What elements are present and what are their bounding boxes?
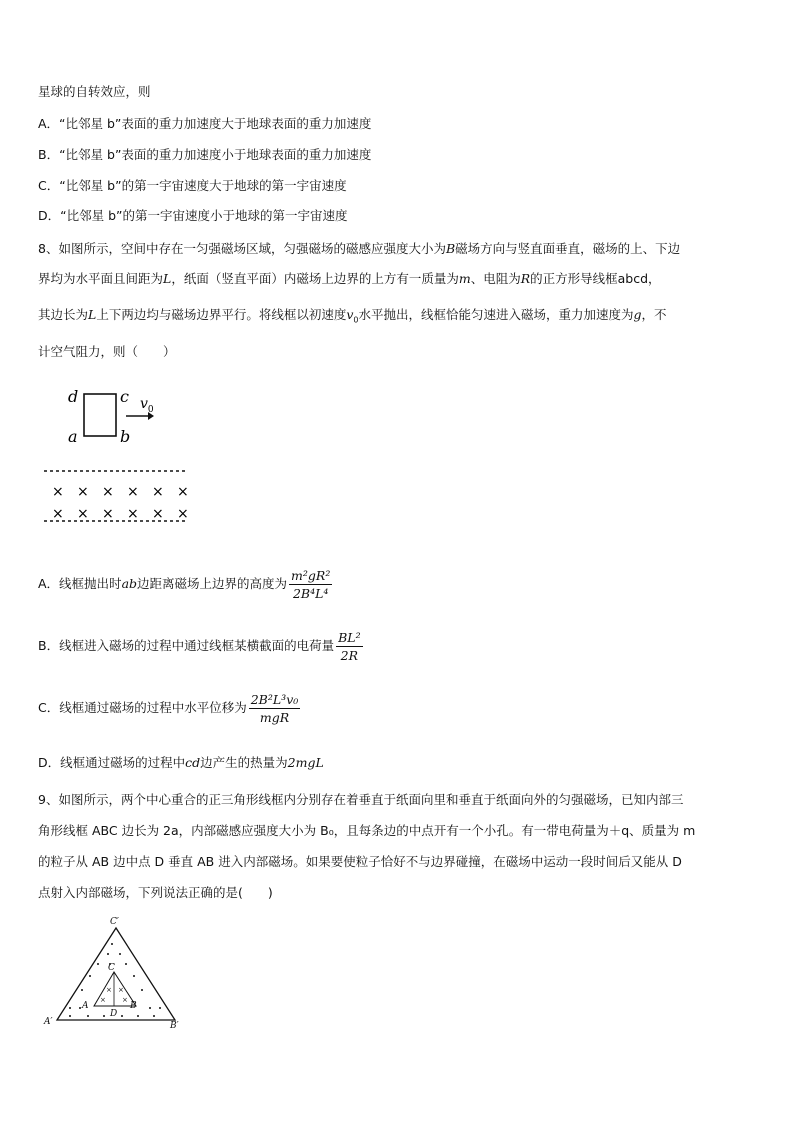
q8-figure-drawing bbox=[44, 380, 204, 530]
svg-text:×: × bbox=[118, 986, 124, 994]
q7-option-a: A．“比邻星 b”表面的重力加速度大于地球表面的重力加速度 bbox=[38, 116, 372, 131]
svg-text:×: × bbox=[122, 996, 128, 1004]
field-mark: × bbox=[102, 506, 114, 522]
q9-stem-line-1: 9、如图所示，两个中心重合的正三角形线框内分别存在着垂直于纸面向里和垂直于纸面向外的匀强磁场，已知内部三 bbox=[38, 792, 684, 807]
q9-figure bbox=[42, 912, 192, 1034]
q7-option-b: B．“比邻星 b”表面的重力加速度小于地球表面的重力加速度 bbox=[38, 147, 372, 162]
field-mark: × bbox=[77, 506, 89, 522]
q8-option-b: B．线框进入磁场的过程中通过线框某横截面的电荷量 $\frac{\text{BL²}}{2R}$ bbox=[38, 630, 361, 663]
wire-frame bbox=[84, 394, 116, 436]
svg-text:×: × bbox=[100, 996, 106, 1004]
q8-stem-line-3: 其边长为L上下两边均与磁场边界平行。将线框以初速度$v_0$水平抛出，线框恰能匀速进入磁场，重力加速度为g，不 bbox=[38, 307, 667, 325]
svg-text:×: × bbox=[106, 986, 112, 994]
label-d: d bbox=[68, 387, 79, 406]
label-d: D bbox=[110, 1009, 118, 1019]
field-mark: × bbox=[152, 484, 164, 500]
q9-stem-line-3: 的粒子从 AB 边中点 D 垂直 AB 进入内部磁场。如果要使粒子恰好不与边界碰撞，在磁场中运动一段时间后又能从 D bbox=[38, 854, 682, 869]
field-mark: × bbox=[127, 484, 139, 500]
fraction: $\frac{\text{BL²}}{2R}$ bbox=[338, 630, 361, 663]
q8-figure bbox=[44, 380, 204, 530]
label-c: c bbox=[120, 387, 129, 406]
velocity-label: $v_0$ bbox=[140, 396, 154, 415]
field-mark: × bbox=[152, 506, 164, 522]
q8-option-d: D．线框通过磁场的过程中cd边产生的热量为2mgL bbox=[38, 755, 324, 770]
label-a-prime: A′ bbox=[44, 1017, 53, 1027]
field-row-2 bbox=[52, 506, 189, 522]
q8-stem-line-4: 计空气阻力，则（ ） bbox=[38, 344, 176, 359]
q7-option-c: C．“比邻星 b”的第一宇宙速度大于地球的第一宇宙速度 bbox=[38, 178, 347, 193]
fraction: $\frac{\text{m²gR²}}{\text{2B⁴L⁴}}$ bbox=[291, 568, 331, 601]
q8-stem-line-1: 8、如图所示，空间中存在一匀强磁场区域，匀强磁场的磁感应强度大小为B磁场方向与竖直面垂直，磁场的上、下边 bbox=[38, 241, 681, 256]
field-mark: × bbox=[52, 506, 64, 522]
q8-option-a: A．线框抛出时ab边距离磁场上边界的高度为 $\frac{\text{m²gR²}}{\text{2B⁴L⁴}}$ bbox=[38, 568, 331, 601]
field-row-1 bbox=[52, 484, 189, 500]
field-mark: × bbox=[102, 484, 114, 500]
fraction: $\frac{\text{2B²L³v₀}}{\text{mgR}}$ bbox=[250, 692, 299, 725]
q9-figure-drawing bbox=[42, 912, 192, 1034]
label-b: b bbox=[120, 427, 131, 446]
q8-stem-line-2: 界均为水平面且间距为L，纸面（竖直平面）内磁场上边界的上方有一质量为m、电阻为R的正方形导线框abcd， bbox=[38, 271, 661, 286]
field-mark: × bbox=[177, 484, 189, 500]
field-mark: × bbox=[77, 484, 89, 500]
field-mark: × bbox=[127, 506, 139, 522]
label-b-prime: B′ bbox=[170, 1021, 179, 1031]
field-mark: × bbox=[177, 506, 189, 522]
q8-option-c: C．线框通过磁场的过程中水平位移为 $\frac{\text{2B²L³v₀}}{\text{mgR}}$ bbox=[38, 692, 299, 725]
label-a: A bbox=[82, 1001, 89, 1011]
q9-stem-line-2: 角形线框 ABC 边长为 2a，内部磁感应强度大小为 B₀，且每条边的中点开有一个小孔。有一带电荷量为＋q、质量为 m bbox=[38, 823, 696, 838]
q9-stem-line-4: 点射入内部磁场，下列说法正确的是( ) bbox=[38, 885, 273, 900]
label-b: B bbox=[130, 1001, 137, 1011]
q7-option-d: D．“比邻星 b”的第一宇宙速度小于地球的第一宇宙速度 bbox=[38, 208, 348, 223]
intro-line: 星球的自转效应，则 bbox=[38, 84, 151, 99]
label-a: a bbox=[68, 427, 78, 446]
label-c: C bbox=[108, 963, 115, 973]
field-mark: × bbox=[52, 484, 64, 500]
label-c-prime: C′ bbox=[110, 917, 119, 927]
